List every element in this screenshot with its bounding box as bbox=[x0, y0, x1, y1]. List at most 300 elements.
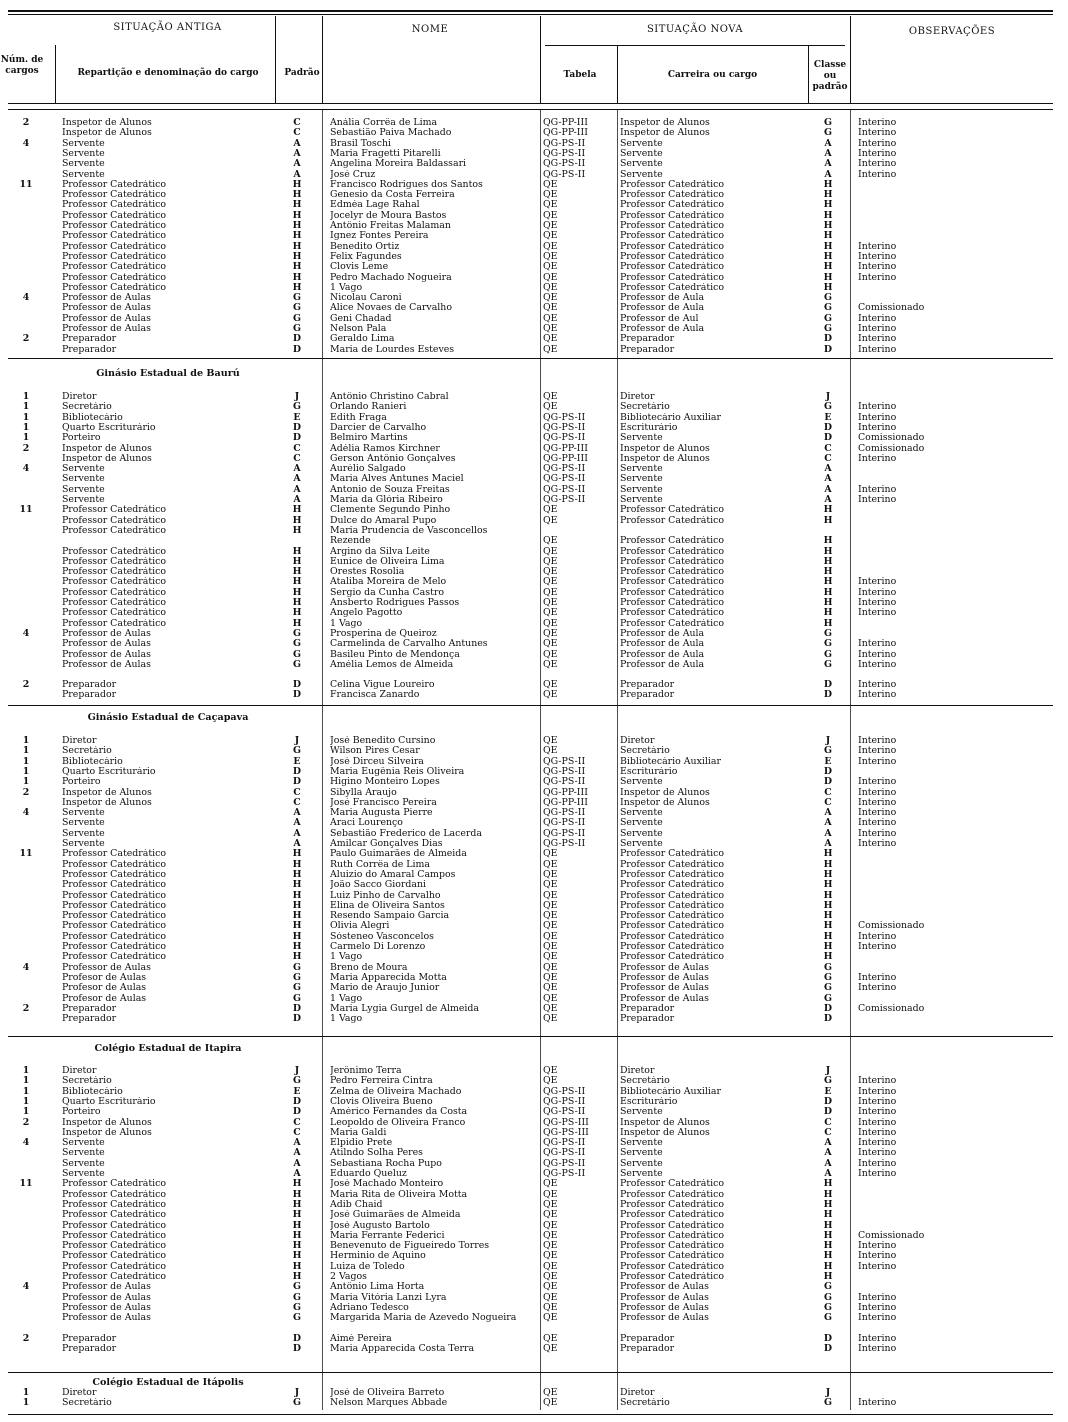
person-name: José Francisco Pereira bbox=[330, 797, 437, 808]
carreira: Professor de Aula bbox=[620, 324, 705, 334]
classe: C bbox=[824, 1127, 832, 1138]
person-name: Celina Vigue Loureiro bbox=[330, 680, 435, 691]
carreira: Bibliotecário Auxiliar bbox=[620, 412, 721, 423]
section-title: Ginásio Estadual de Baurú bbox=[96, 368, 240, 379]
cargo-name: Quarto Escriturário bbox=[62, 422, 156, 433]
classe: H bbox=[823, 859, 833, 870]
cargo-name: Professor Catedrático bbox=[62, 900, 166, 911]
observacao: Interino bbox=[858, 484, 897, 495]
carreira: Secretário bbox=[620, 746, 670, 757]
tabela: QE bbox=[543, 921, 558, 932]
tabela: QE bbox=[543, 293, 558, 304]
tabela: QG-PS-II bbox=[543, 1107, 586, 1118]
cargo-name: Quarto Escriturário bbox=[62, 766, 156, 777]
person-name: Genesio da Costa Ferreira bbox=[330, 190, 455, 201]
tabela: QG-PS-II bbox=[543, 484, 586, 495]
cargo-name: Porteiro bbox=[62, 433, 101, 444]
cargo-name: Professor Catedrático bbox=[62, 282, 166, 293]
padrao: G bbox=[292, 1282, 301, 1293]
observacao: Interino bbox=[858, 1138, 897, 1149]
section-separator bbox=[8, 358, 1053, 359]
person-name: Eduardo Queluz bbox=[330, 1169, 407, 1179]
person-name: Maria da Glória Ribeiro bbox=[330, 495, 443, 505]
carreira: Servente bbox=[620, 169, 663, 180]
table-row bbox=[0, 211, 1068, 221]
person-name: Maria Lygia Gurgel de Almeida bbox=[330, 1003, 480, 1014]
header-situacao-antiga: SITUAÇÃO ANTIGA bbox=[113, 22, 222, 33]
person-name: José Machado Monteiro bbox=[330, 1179, 444, 1190]
top-rule-thin bbox=[8, 14, 1053, 15]
cargo-name: Professor Catedrático bbox=[62, 869, 166, 880]
classe: H bbox=[823, 618, 833, 629]
person-name: Adriano Tedesco bbox=[330, 1302, 409, 1313]
tabela: QE bbox=[543, 1189, 558, 1200]
classe: G bbox=[823, 649, 832, 660]
cargo-name: Bibliotecário bbox=[62, 412, 123, 423]
observacao: Interino bbox=[858, 128, 897, 139]
person-name: Francisca Zanardo bbox=[330, 690, 420, 701]
observacao: Comissionado bbox=[858, 443, 925, 454]
padrao: D bbox=[292, 334, 302, 345]
table-row bbox=[0, 314, 1068, 324]
carreira: Professor de Aulas bbox=[620, 993, 709, 1004]
classe: D bbox=[823, 1003, 833, 1014]
classe: D bbox=[823, 766, 833, 777]
padrao: D bbox=[292, 1333, 302, 1344]
padrao: C bbox=[293, 797, 301, 808]
carreira: Professor Catedrático bbox=[620, 911, 724, 922]
observacao: Interino bbox=[858, 412, 897, 423]
padrao: G bbox=[292, 972, 301, 983]
tabela: QE bbox=[543, 231, 558, 242]
classe: D bbox=[823, 1014, 833, 1025]
observacao: Interino bbox=[858, 334, 897, 345]
carreira: Professor de Aulas bbox=[620, 1282, 709, 1293]
person-name: Argino da Silva Leite bbox=[330, 546, 430, 557]
table-row bbox=[0, 1313, 1068, 1323]
classe: H bbox=[823, 1210, 833, 1221]
padrao: D bbox=[292, 1343, 302, 1354]
observacao: Interino bbox=[858, 241, 897, 252]
classe: A bbox=[824, 1148, 832, 1159]
classe: H bbox=[823, 890, 833, 901]
classe: E bbox=[824, 412, 832, 423]
observacao: Comissionado bbox=[858, 303, 925, 314]
classe: D bbox=[823, 777, 833, 788]
padrao: G bbox=[292, 1313, 301, 1324]
person-name: Zelma de Oliveira Machado bbox=[330, 1086, 462, 1097]
cargo-name: Servente bbox=[62, 159, 105, 170]
person-name: Prosperina de Queiroz bbox=[330, 628, 437, 639]
padrao: G bbox=[292, 628, 301, 639]
padrao: H bbox=[292, 221, 302, 231]
padrao: D bbox=[292, 777, 302, 788]
padrao: D bbox=[292, 1003, 302, 1014]
cargo-name: Professor Catedrático bbox=[62, 1261, 166, 1272]
person-name: Carmelinda de Carvalho Antunes bbox=[330, 639, 488, 650]
carreira: Servente bbox=[620, 159, 663, 170]
tabela: QE bbox=[543, 324, 558, 334]
padrao: G bbox=[292, 303, 301, 314]
carreira: Professor Catedrático bbox=[620, 942, 724, 952]
person-name: Atilndo Solha Peres bbox=[330, 1148, 423, 1159]
padrao: H bbox=[292, 890, 302, 901]
person-name: Araci Lourenço bbox=[330, 818, 403, 829]
carreira: Professor Catedrático bbox=[620, 210, 724, 221]
observacao: Comissionado bbox=[858, 1230, 925, 1241]
observacao: Interino bbox=[858, 649, 897, 660]
person-name: Gerson Antônio Gonçalves bbox=[330, 453, 456, 464]
classe: H bbox=[823, 952, 833, 963]
person-name: Leopoldo de Oliveira Franco bbox=[330, 1117, 466, 1128]
carreira: Diretor bbox=[620, 1388, 655, 1398]
cargo-name: Professor de Aulas bbox=[62, 293, 151, 304]
person-name: Maria Augusta Pierre bbox=[330, 808, 433, 819]
classe: H bbox=[823, 221, 833, 231]
table-row bbox=[0, 650, 1068, 660]
cargo-name: Diretor bbox=[62, 392, 97, 402]
cargo-name: Professor Catedrático bbox=[62, 1241, 166, 1252]
carreira: Professor Catedrático bbox=[620, 849, 724, 860]
observacao: Interino bbox=[858, 972, 897, 983]
tabela: QE bbox=[543, 567, 558, 578]
classe: D bbox=[823, 422, 833, 433]
padrao: A bbox=[293, 828, 301, 839]
padrao: H bbox=[292, 1241, 302, 1252]
carreira: Servente bbox=[620, 433, 663, 444]
cargo-name: Professor Catedrático bbox=[62, 556, 166, 567]
table-row bbox=[0, 1159, 1068, 1169]
cargo-count: 1 bbox=[22, 433, 30, 444]
tabela: QE bbox=[543, 251, 558, 262]
classe: A bbox=[824, 1169, 832, 1179]
classe: H bbox=[823, 598, 833, 608]
person-name: Maria Alves Antunes Maciel bbox=[330, 474, 464, 485]
table-row bbox=[0, 413, 1068, 423]
tabela: QG-PS-II bbox=[543, 756, 586, 767]
cargo-count: 2 bbox=[22, 334, 30, 345]
padrao: E bbox=[293, 1086, 301, 1097]
table-row bbox=[0, 516, 1068, 526]
padrao: H bbox=[292, 1210, 302, 1221]
carreira: Professor Catedrático bbox=[620, 567, 724, 578]
tabela: QE bbox=[543, 1251, 558, 1262]
tabela: QG-PS-II bbox=[543, 138, 586, 149]
classe: H bbox=[823, 880, 833, 891]
cargo-name: Porteiro bbox=[62, 1107, 101, 1118]
table-row bbox=[0, 942, 1068, 952]
person-name: Jerônimo Terra bbox=[330, 1066, 402, 1076]
person-name: Orlando Ranieri bbox=[330, 402, 407, 413]
classe: H bbox=[823, 1241, 833, 1252]
person-name: Breno de Moura bbox=[330, 962, 408, 973]
carreira: Professor Catedrático bbox=[620, 262, 724, 273]
cargo-name: Professor de Aulas bbox=[62, 962, 151, 973]
cargo-name: Professor Catedrático bbox=[62, 1189, 166, 1200]
carreira: Servente bbox=[620, 1148, 663, 1159]
classe: C bbox=[824, 787, 832, 798]
cargo-name: Servente bbox=[62, 1138, 105, 1149]
classe: H bbox=[823, 515, 833, 526]
carreira: Professor de Aulas bbox=[620, 1302, 709, 1313]
observacao: Interino bbox=[858, 1302, 897, 1313]
person-name: Maria Apparecida Motta bbox=[330, 972, 447, 983]
cargo-count: 1 bbox=[22, 1086, 30, 1097]
carreira: Professor Catedrático bbox=[620, 608, 724, 619]
carreira: Servente bbox=[620, 839, 663, 849]
padrao: H bbox=[292, 190, 302, 201]
header-nome: NOME bbox=[411, 24, 449, 35]
cargo-count: 4 bbox=[22, 1138, 30, 1149]
person-name: Sebastião Frederico de Lacerda bbox=[330, 828, 483, 839]
table-row bbox=[0, 746, 1068, 756]
padrao: G bbox=[292, 983, 301, 994]
observacao: Interino bbox=[858, 797, 897, 808]
person-name: Elpidio Prete bbox=[330, 1138, 393, 1149]
cargo-name: Professor Catedrático bbox=[62, 921, 166, 932]
tabela: QE bbox=[543, 1076, 558, 1087]
table-row bbox=[0, 485, 1068, 495]
tabela: QE bbox=[543, 303, 558, 314]
cargo-count: 1 bbox=[22, 1398, 30, 1409]
classe: H bbox=[823, 262, 833, 273]
padrao: A bbox=[293, 818, 301, 829]
padrao: C bbox=[293, 118, 301, 128]
person-name: Basileu Pinto de Mendonça bbox=[330, 649, 460, 660]
person-name: Darcier de Carvalho bbox=[330, 422, 427, 433]
person-name: Aurélio Salgado bbox=[330, 464, 406, 475]
classe: A bbox=[824, 484, 832, 495]
classe: H bbox=[823, 931, 833, 942]
cargo-name: Profesor de Aulas bbox=[62, 983, 147, 994]
tabela: QE bbox=[543, 628, 558, 639]
person-name: 1 Vago bbox=[330, 282, 363, 293]
cargo-name: Servente bbox=[62, 138, 105, 149]
cargo-name: Preparador bbox=[62, 334, 117, 345]
person-name: Clemente Segundo Pinho bbox=[330, 505, 451, 516]
classe: H bbox=[823, 900, 833, 911]
observacao: Interino bbox=[858, 1313, 897, 1324]
col-line bbox=[322, 16, 323, 104]
table-row bbox=[0, 200, 1068, 210]
padrao: H bbox=[292, 1230, 302, 1241]
carreira: Professor Catedrático bbox=[620, 1261, 724, 1272]
tabela: QE bbox=[543, 639, 558, 650]
padrao: H bbox=[292, 859, 302, 870]
tabela: QG-PS-II bbox=[543, 828, 586, 839]
person-name: 2 Vagos bbox=[330, 1272, 367, 1282]
person-name: Carmelo Di Lorenzo bbox=[330, 942, 426, 952]
table-row bbox=[0, 262, 1068, 272]
cargo-count: 4 bbox=[22, 628, 30, 639]
person-name: Maria Ferrante Federici bbox=[330, 1230, 445, 1241]
tabela: QG-PS-II bbox=[543, 433, 586, 444]
carreira: Secretário bbox=[620, 1398, 670, 1409]
cargo-name: Servente bbox=[62, 495, 105, 505]
person-name: Benedito Ortiz bbox=[330, 241, 400, 252]
carreira: Professor de Aula bbox=[620, 659, 705, 670]
cargo-name: Inspetor de Alunos bbox=[62, 453, 152, 464]
person-name: Maria Rita de Oliveira Motta bbox=[330, 1189, 468, 1200]
person-name: Maria Galdi bbox=[330, 1127, 387, 1138]
classe: G bbox=[823, 628, 832, 639]
padrao: G bbox=[292, 1302, 301, 1313]
observacao: Interino bbox=[858, 659, 897, 670]
carreira: Servente bbox=[620, 1169, 663, 1179]
padrao: H bbox=[292, 911, 302, 922]
table-row bbox=[0, 444, 1068, 454]
table-row bbox=[0, 1179, 1068, 1189]
tabela: QG-PP-III bbox=[543, 443, 588, 454]
person-name: José Augusto Bartolo bbox=[330, 1220, 430, 1231]
person-name: Herminio de Aquino bbox=[330, 1251, 426, 1262]
cargo-name: Professor de Aulas bbox=[62, 1313, 151, 1324]
tabela: QE bbox=[543, 993, 558, 1004]
tabela: QE bbox=[543, 1179, 558, 1190]
person-name: 1 Vago bbox=[330, 618, 363, 629]
classe: H bbox=[823, 1251, 833, 1262]
table-row bbox=[0, 619, 1068, 629]
cargo-name: Professor Catedrático bbox=[62, 608, 166, 619]
carreira: Professor Catedrático bbox=[620, 890, 724, 901]
padrao: C bbox=[293, 787, 301, 798]
cargo-name: Professor Catedrático bbox=[62, 849, 166, 860]
cargo-name: Professor Catedrático bbox=[62, 942, 166, 952]
table-row bbox=[0, 1066, 1068, 1076]
padrao: H bbox=[292, 849, 302, 860]
padrao: D bbox=[292, 1107, 302, 1118]
cargo-count: 11 bbox=[19, 505, 33, 516]
person-name: Brasil Toschi bbox=[330, 138, 392, 149]
classe: G bbox=[823, 993, 832, 1004]
tabela: QE bbox=[543, 1066, 558, 1076]
person-name: Clovis Leme bbox=[330, 262, 389, 273]
tabela: QE bbox=[543, 690, 558, 701]
cargo-name: Servente bbox=[62, 484, 105, 495]
observacao: Interino bbox=[858, 1251, 897, 1262]
padrao: A bbox=[293, 159, 301, 170]
carreira: Inspetor de Alunos bbox=[620, 797, 710, 808]
person-name: Paulo Guimarães de Almeida bbox=[330, 849, 467, 860]
padrao: H bbox=[292, 942, 302, 952]
tabela: QE bbox=[543, 313, 558, 324]
observacao: Interino bbox=[858, 495, 897, 505]
padrao: D bbox=[292, 1096, 302, 1107]
observacao: Interino bbox=[858, 262, 897, 273]
person-name: Higino Monteiro Lopes bbox=[330, 777, 440, 788]
carreira: Professor de Aulas bbox=[620, 983, 709, 994]
tabela: QG-PS-II bbox=[543, 839, 586, 849]
padrao: G bbox=[292, 649, 301, 660]
table-row bbox=[0, 870, 1068, 880]
padrao: D bbox=[292, 766, 302, 777]
header-situacao-nova: SITUAÇÃO NOVA bbox=[646, 24, 744, 35]
header-bottom-rule bbox=[8, 103, 1053, 104]
tabela: QE bbox=[543, 282, 558, 293]
classe: G bbox=[823, 972, 832, 983]
observacao: Interino bbox=[858, 422, 897, 433]
classe: G bbox=[823, 962, 832, 973]
carreira: Servente bbox=[620, 818, 663, 829]
cargo-name: Professor de Aulas bbox=[62, 649, 151, 660]
observacao: Interino bbox=[858, 159, 897, 170]
tabela: QE bbox=[543, 859, 558, 870]
cargo-count: 1 bbox=[22, 777, 30, 788]
padrao: G bbox=[292, 746, 301, 757]
padrao: H bbox=[292, 577, 302, 588]
person-name: Sósteneo Vasconcelos bbox=[330, 931, 434, 942]
padrao: A bbox=[293, 1158, 301, 1169]
observacao: Interino bbox=[858, 690, 897, 701]
cargo-name: Professor Catedrático bbox=[62, 1272, 166, 1282]
table-row bbox=[0, 629, 1068, 639]
person-name: Jocelyr de Moura Bastos bbox=[330, 210, 447, 221]
person-name: 1 Vago bbox=[330, 952, 363, 963]
person-name: Sibylla Araujo bbox=[330, 787, 397, 798]
person-name: Edméa Lage Rahal bbox=[330, 200, 420, 211]
observacao: Interino bbox=[858, 756, 897, 767]
cargo-count: 4 bbox=[22, 962, 30, 973]
observacao: Interino bbox=[858, 1158, 897, 1169]
person-name: Angelo Pagotto bbox=[330, 608, 403, 619]
person-name: Wilson Pires Cesar bbox=[330, 746, 420, 757]
table-row bbox=[0, 818, 1068, 828]
classe: H bbox=[823, 536, 833, 547]
observacao: Interino bbox=[858, 1117, 897, 1128]
cargo-count: 11 bbox=[19, 849, 33, 860]
table-row bbox=[0, 118, 1068, 128]
tabela: QE bbox=[543, 900, 558, 911]
padrao: H bbox=[292, 931, 302, 942]
tabela: QE bbox=[543, 952, 558, 963]
classe: H bbox=[823, 210, 833, 221]
carreira: Professor Catedrático bbox=[620, 1210, 724, 1221]
table-row bbox=[0, 849, 1068, 859]
tabela: QG-PS-II bbox=[543, 169, 586, 180]
person-name: Luiza de Toledo bbox=[330, 1261, 405, 1272]
cargo-count: 4 bbox=[22, 138, 30, 149]
person-name: 1 Vago bbox=[330, 993, 363, 1004]
padrao: H bbox=[292, 231, 302, 242]
table-row bbox=[0, 1148, 1068, 1158]
padrao: A bbox=[293, 169, 301, 180]
carreira: Professor Catedrático bbox=[620, 859, 724, 870]
tabela: QG-PS-II bbox=[543, 159, 586, 170]
table-row bbox=[0, 345, 1068, 355]
table-row bbox=[0, 1169, 1068, 1179]
tabela: QE bbox=[543, 1230, 558, 1241]
cargo-name: Servente bbox=[62, 464, 105, 475]
carreira: Inspetor de Alunos bbox=[620, 453, 710, 464]
cargo-count: 2 bbox=[22, 118, 30, 128]
cargo-count: 11 bbox=[19, 1179, 33, 1190]
person-name: Maria de Lourdes Esteves bbox=[330, 344, 455, 355]
cargo-name: Profesor de Aulas bbox=[62, 972, 147, 983]
table-row bbox=[0, 273, 1068, 283]
observacao: Interino bbox=[858, 808, 897, 819]
carreira: Bibliotecário Auxiliar bbox=[620, 756, 721, 767]
padrao: C bbox=[293, 128, 301, 139]
cargo-count: 1 bbox=[22, 746, 30, 757]
carreira: Professor Catedrático bbox=[620, 1179, 724, 1190]
padrao: H bbox=[292, 272, 302, 283]
cargo-name: Servente bbox=[62, 148, 105, 159]
carreira: Professor de Aula bbox=[620, 303, 705, 314]
tabela: QE bbox=[543, 1220, 558, 1231]
cargo-count: 11 bbox=[19, 179, 33, 190]
observacao: Interino bbox=[858, 931, 897, 942]
padrao: H bbox=[292, 900, 302, 911]
